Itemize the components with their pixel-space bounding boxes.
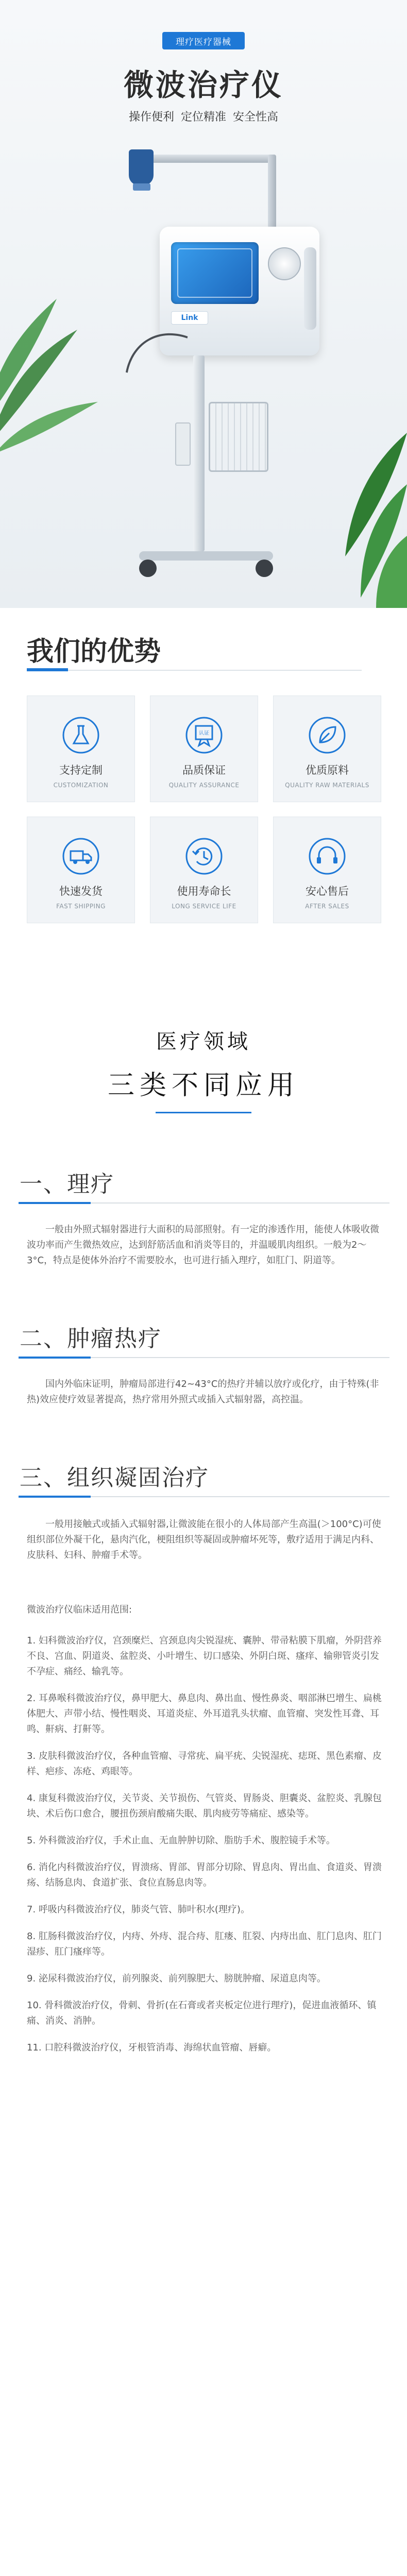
advantages-accent-bar — [27, 668, 68, 671]
section-title-coagulation: 三、组织凝固治疗 — [20, 1465, 209, 1491]
advantage-title: 安心售后 — [306, 885, 349, 897]
section-divider-accent — [19, 1202, 91, 1204]
wheel-icon — [139, 560, 157, 577]
section-divider-accent — [19, 1496, 91, 1498]
device-brand-label: Link — [171, 311, 208, 325]
section-paragraph: 一般由外照式辐射器进行大面积的局部照射。有一定的渗透作用，能使人体吸收微波功率而产生微热效应，达到舒筋活血和消炎等目的，并温暖肌肉组织。一般为2～3°C，特点是使体外治疗不需要胶水，也可进行插入理疗，如肛门、阴道等。 — [27, 1224, 379, 1266]
list-item: 8. 肛肠科微波治疗仪，内痔、外痔、混合痔、肛瘘、肛裂、内痔出血、肛门息肉、肛门湿疹、肛门瘙痒等。 — [27, 1931, 382, 1957]
advantage-title: 支持定制 — [59, 764, 103, 776]
advantage-title: 快速发货 — [59, 885, 103, 897]
headset-icon — [309, 838, 346, 875]
advantage-subtitle: CUSTOMIZATION — [53, 782, 109, 789]
device-illustration — [62, 134, 340, 598]
section-text-coagulation — [27, 1517, 382, 1563]
advantage-title: 优质原料 — [306, 764, 349, 776]
list-item: 1. 妇科微波治疗仪，宫颈糜烂、宫颈息肉尖锐湿疣、囊肿、带帚粘膜下肌瘤，外阴营养不良、宫血、阴道炎、盆腔炎、小叶增生、切口感染、外阴白斑、瘙痒、输卵管炎引发不孕症、痛经、输乳等。 — [27, 1635, 382, 1677]
application-heading-underline — [156, 1112, 251, 1113]
list-item: 10. 骨科微波治疗仪，骨刺、骨折(在石膏或者夹板定位进行理疗)，促进血液循环、镇痛、消炎、消肿。 — [27, 2000, 377, 2026]
advantage-title: 品质保证 — [182, 764, 226, 776]
advantage-subtitle: QUALITY RAW MATERIALS — [285, 782, 369, 789]
hero-banner — [0, 0, 407, 608]
advantage-tile — [273, 696, 381, 802]
advantages-divider — [27, 670, 362, 671]
section-title-tumor-hyperthermia: 二、肿瘤热疗 — [20, 1326, 162, 1352]
advantage-subtitle: FAST SHIPPING — [56, 903, 106, 910]
device-screen — [171, 242, 259, 304]
device-side-panel — [304, 247, 316, 330]
svg-text:认证: 认证 — [199, 731, 209, 736]
page-title: 微波治疗仪 — [123, 67, 283, 103]
scope-intro: 微波治疗仪临床适用范围: — [27, 1604, 132, 1615]
section-text-physiotherapy — [27, 1222, 382, 1268]
advantage-subtitle: AFTER SALES — [305, 903, 349, 910]
clinical-scope-list — [27, 1633, 382, 2067]
list-item: 4. 康复科微波治疗仪，关节炎、关节损伤、气管炎、胃肠炎、胆囊炎、盆腔炎、乳腺包块、术后伤口愈合，腰扭伤颈肩酸痛失眠、肌肉疲劳等痛症、感染等。 — [27, 1793, 382, 1819]
advantage-tile — [150, 696, 258, 802]
application-banner — [0, 1025, 407, 1136]
section-title-physiotherapy: 一、理疗 — [20, 1171, 114, 1197]
list-item: 3. 皮肤科微波治疗仪，各种血管瘤、寻常疣、扁平疣、尖锐湿疣、痣斑、黑色素瘤、皮样、疤疹、冻疮、鸡眼等。 — [27, 1751, 382, 1777]
radiator-probe — [129, 149, 154, 185]
list-item: 11. 口腔科微波治疗仪，牙根管消毒、海绵状血管瘤、唇癖。 — [27, 2042, 277, 2053]
device-knob — [268, 247, 301, 280]
list-item: 5. 外科微波治疗仪，手术止血、无血肿肿切除、脂肪手术、腹腔镜手术等。 — [27, 1835, 335, 1846]
lifespan-icon — [185, 838, 223, 875]
advantage-tile — [27, 696, 135, 802]
section-divider-accent — [19, 1357, 91, 1359]
application-heading-line2: 三类不同应用 — [107, 1070, 299, 1101]
leaf-icon — [309, 717, 346, 754]
list-item: 7. 呼吸内科微波治疗仪，肺炎气管、肺叶积水(理疗)。 — [27, 1904, 250, 1915]
radiator-probe-head — [133, 183, 150, 191]
truck-icon — [62, 838, 99, 875]
advantage-title: 使用寿命长 — [177, 885, 231, 897]
advantage-tile — [273, 817, 381, 923]
flask-icon — [62, 717, 99, 754]
hero-subtitle: 操作便利 定位精准 安全性高 — [129, 111, 278, 124]
section-text-tumor — [27, 1377, 382, 1408]
list-item: 6. 消化内科微波治疗仪，胃溃疡、胃部、胃部分切除、胃息肉、胃出血、食道炎、胃溃疡、结肠息肉、食道扩张、食位直肠息肉等。 — [27, 1862, 382, 1888]
device-arm-vertical — [268, 155, 276, 237]
list-item: 2. 耳鼻喉科微波治疗仪，鼻甲肥大、鼻息肉、鼻出血、慢性鼻炎、咽部淋巴增生、扁桃体肥大、声带小结、慢性咽炎、耳道炎症、外耳道乳头状瘤、血管瘤、突发性耳聋、耳鸣、鼾病、打鼾等。 — [27, 1693, 382, 1735]
advantage-tile — [150, 817, 258, 923]
advantage-subtitle: LONG SERVICE LIFE — [172, 903, 236, 910]
advantage-tile — [27, 817, 135, 923]
section-paragraph: 一般用接触式或插入式辐射器,让微波能在很小的人体局部产生高温(＞100°C)可使组织部位外凝干化，悬肉汽化，梗阻组织等凝固或肿瘤坏死等，敷疗适用于满足内科、皮肤科、妇科、肿瘤手术等。 — [27, 1519, 381, 1561]
certificate-icon — [185, 717, 223, 754]
advantage-subtitle: QUALITY ASSURANCE — [168, 782, 240, 789]
list-item: 9. 泌尿科微波治疗仪，前列腺炎、前列腺肥大、膀胱肿瘤、尿道息肉等。 — [27, 1973, 326, 1984]
advantages-heading: 我们的优势 — [27, 636, 161, 667]
category-badge: 理疗医疗器械 — [162, 32, 245, 49]
device-base — [139, 551, 273, 561]
section-paragraph: 国内外临床证明，肿瘤局部进行42~43°C的热疗并辅以放疗或化疗，由于特殊(非热)效应使疗效显著提高，热疗常用外照式或插入式辐射器，高控温。 — [27, 1379, 379, 1405]
application-heading-line1: 医疗领域 — [156, 1030, 251, 1054]
wheel-icon — [256, 560, 273, 577]
device-arm-horizontal — [139, 155, 276, 163]
